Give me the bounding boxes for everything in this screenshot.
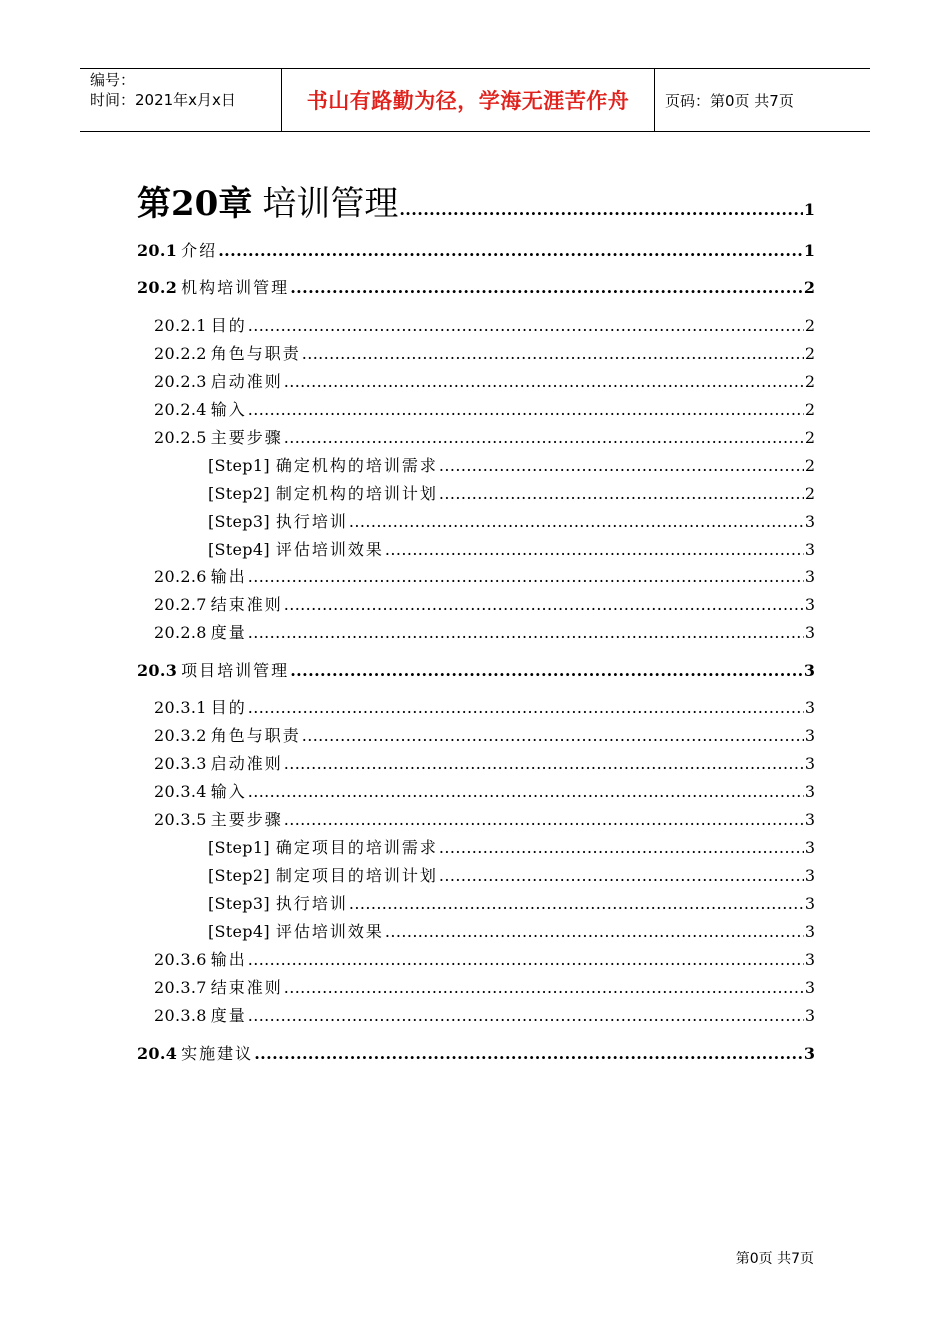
toc-entry-number: 20.2.2 [154, 344, 207, 363]
toc-entry-page: 3 [804, 838, 815, 857]
toc-entry-title: 结束准则 [210, 978, 283, 997]
toc-entry-page: 3 [804, 866, 815, 885]
toc-entry-number: 20.3.1 [154, 698, 207, 717]
toc-entry[interactable] [208, 453, 815, 476]
toc-entry[interactable] [208, 509, 815, 532]
toc-entry-number: 20.3.7 [154, 978, 207, 997]
toc-entry-page: 2 [804, 400, 815, 419]
toc-entry-number: 20.2.5 [154, 428, 207, 447]
toc-entry-title: 度量 [210, 1006, 247, 1025]
toc-entry-page: 2 [804, 316, 815, 335]
toc-leader-dots [248, 567, 804, 586]
toc-entry[interactable] [154, 564, 815, 587]
toc-entry-title: 结束准则 [210, 595, 283, 614]
toc-entry[interactable] [154, 723, 815, 746]
header-number-label: 编号： [90, 71, 136, 89]
header-time-label: 时间：2021年x月x日 [90, 91, 236, 109]
toc-leader-dots [248, 316, 804, 335]
toc-chapter-entry[interactable] [137, 176, 815, 225]
toc-entry-number: [Step3] [208, 512, 270, 531]
toc-leader-dots [349, 512, 804, 531]
toc-entry-title: 机构培训管理 [181, 278, 290, 297]
toc-leader-dots [439, 484, 804, 503]
toc-leader-dots [439, 838, 804, 857]
toc-entry-title: 启动准则 [210, 754, 283, 773]
toc-entry[interactable] [154, 807, 815, 830]
toc-entry-number: 20.2.3 [154, 372, 207, 391]
toc-entry[interactable] [154, 1003, 815, 1026]
toc-entry-page: 3 [804, 726, 815, 745]
toc-entry-title: 制定项目的培训计划 [275, 866, 438, 885]
toc-entry[interactable] [154, 341, 815, 364]
toc-leader-dots [385, 922, 804, 941]
toc-entry-number: [Step2] [208, 484, 270, 503]
toc-entry-title: 目的 [210, 698, 247, 717]
toc-entry[interactable] [154, 947, 815, 970]
toc-entry[interactable] [154, 779, 815, 802]
toc-entry-number: 20.2.6 [154, 567, 207, 586]
toc-entry-title: 主要步骤 [210, 428, 283, 447]
toc-entry[interactable] [137, 658, 815, 681]
toc-entry-page: 3 [804, 623, 815, 642]
toc-entry-number: [Step1] [208, 456, 270, 475]
toc-entry-number: 20.3.3 [154, 754, 207, 773]
toc-leader-dots [218, 241, 803, 260]
toc-entry-page: 2 [804, 372, 815, 391]
toc-leader-dots [284, 372, 804, 391]
toc-entry[interactable] [154, 425, 815, 448]
header-page-info: 页码：第0页 共7页 [665, 91, 794, 110]
toc-leader-dots [284, 428, 804, 447]
toc-entry[interactable] [154, 369, 815, 392]
toc-entry[interactable] [154, 592, 815, 615]
toc-leader-dots [248, 698, 804, 717]
toc-entry-number: 20.3.2 [154, 726, 207, 745]
toc-entry-number: 20.2.8 [154, 623, 207, 642]
toc-entry[interactable] [154, 695, 815, 718]
toc-entry-number: 20.3.5 [154, 810, 207, 829]
toc-entry-title: 执行培训 [275, 894, 348, 913]
toc-entry-page: 3 [804, 567, 815, 586]
toc-leader-dots [284, 595, 804, 614]
toc-entry-page: 3 [804, 782, 815, 801]
toc-entry[interactable] [208, 537, 815, 560]
toc-entry[interactable] [208, 919, 815, 942]
toc-entry-number: 20.2.7 [154, 595, 207, 614]
toc-entry[interactable] [154, 620, 815, 643]
toc-entry[interactable] [137, 275, 815, 298]
toc-entry[interactable] [154, 975, 815, 998]
toc-entry[interactable] [137, 1041, 815, 1064]
toc-leader-dots [349, 894, 804, 913]
toc-entry-title: 执行培训 [275, 512, 348, 531]
toc-entry-page: 3 [803, 661, 815, 680]
header-meta-cell [80, 69, 282, 131]
toc-leader-dots [302, 344, 804, 363]
toc-entry[interactable] [208, 835, 815, 858]
toc-entry-title: 确定项目的培训需求 [275, 838, 438, 857]
toc-entry-title: 输入 [210, 782, 247, 801]
toc-leader-dots [290, 661, 803, 680]
document-header [80, 68, 870, 132]
toc-entry[interactable] [137, 238, 815, 261]
toc-leader-dots [248, 950, 804, 969]
toc-leader-dots [248, 782, 804, 801]
toc-entry-page: 2 [804, 344, 815, 363]
toc-entry-title: 输入 [210, 400, 247, 419]
header-motto: 书山有路勤为径，学海无涯苦作舟 [282, 69, 655, 131]
chapter-label [137, 176, 398, 225]
toc-entry-title: 度量 [210, 623, 247, 642]
toc-entry-title: 介绍 [181, 241, 218, 260]
toc-entry-page: 1 [803, 241, 815, 260]
toc-entry[interactable] [154, 397, 815, 420]
toc-entry-page: 2 [804, 428, 815, 447]
toc-entry-number: 20.3 [137, 661, 178, 680]
toc-leader-dots [284, 978, 804, 997]
toc-leader-dots [284, 810, 804, 829]
toc-entry-page: 3 [804, 978, 815, 997]
toc-leader-dots [399, 200, 803, 219]
toc-entry-title: 实施建议 [181, 1044, 254, 1063]
toc-entry-page: 2 [804, 456, 815, 475]
toc-entry-title: 目的 [210, 316, 247, 335]
toc-entry-page: 3 [804, 540, 815, 559]
toc-entry-number: 20.2 [137, 278, 178, 297]
toc-entry-number: [Step4] [208, 922, 270, 941]
toc-entry-number: 20.2.4 [154, 400, 207, 419]
toc-entry-title: 主要步骤 [210, 810, 283, 829]
toc-entry-page: 3 [804, 512, 815, 531]
toc-entry-number: 20.2.1 [154, 316, 207, 335]
toc-entry-page: 3 [804, 894, 815, 913]
toc-entry-title: 项目培训管理 [181, 661, 290, 680]
toc-entry-title: 输出 [210, 950, 247, 969]
toc-entry-title: 角色与职责 [210, 726, 301, 745]
toc-entry-page: 3 [804, 698, 815, 717]
toc-entry[interactable] [208, 481, 815, 504]
toc-leader-dots [248, 623, 804, 642]
toc-entry-page: 3 [804, 810, 815, 829]
toc-entry-number: [Step4] [208, 540, 270, 559]
toc-entry-number: [Step3] [208, 894, 270, 913]
toc-entry-page: 3 [804, 754, 815, 773]
toc-entry-title: 评估培训效果 [275, 540, 384, 559]
toc-entry-title: 启动准则 [210, 372, 283, 391]
toc-entry-number: 20.3.4 [154, 782, 207, 801]
toc-entry-number: 20.3.8 [154, 1006, 207, 1025]
toc-entry-page: 3 [804, 1006, 815, 1025]
toc-entry-page: 2 [803, 278, 815, 297]
toc-entry-number: [Step2] [208, 866, 270, 885]
toc-entry-title: 角色与职责 [210, 344, 301, 363]
toc-entry[interactable] [154, 313, 815, 336]
footer-page-info: 第0页 共7页 [735, 1251, 814, 1267]
toc-leader-dots [290, 278, 803, 297]
toc-entry-title: 评估培训效果 [275, 922, 384, 941]
toc-leader-dots [248, 1006, 804, 1025]
toc-entry-page: 3 [803, 1044, 815, 1063]
toc-entry-number: [Step1] [208, 838, 270, 857]
toc-leader-dots [284, 754, 804, 773]
toc-leader-dots [385, 540, 804, 559]
toc-leader-dots [439, 456, 804, 475]
toc-entry-page: 2 [804, 484, 815, 503]
toc-leader-dots [248, 400, 804, 419]
toc-entry[interactable] [208, 863, 815, 886]
toc-entry-page: 3 [804, 922, 815, 941]
toc-entry-page: 3 [804, 950, 815, 969]
chapter-page-number: 1 [803, 200, 815, 219]
toc-entry[interactable] [208, 891, 815, 914]
toc-entry-number: 20.3.6 [154, 950, 207, 969]
toc-entry-title: 输出 [210, 567, 247, 586]
toc-leader-dots [302, 726, 804, 745]
toc-entry-number: 20.1 [137, 241, 178, 260]
chapter-number: 第20章 [137, 184, 253, 224]
toc-entry-page: 3 [804, 595, 815, 614]
toc-leader-dots [439, 866, 804, 885]
toc-entry-number: 20.4 [137, 1044, 178, 1063]
toc-leader-dots [254, 1044, 803, 1063]
toc-entry-title: 确定机构的培训需求 [275, 456, 438, 475]
toc-entry-title: 制定机构的培训计划 [275, 484, 438, 503]
toc-entry[interactable] [154, 751, 815, 774]
chapter-title: 培训管理 [262, 184, 399, 224]
